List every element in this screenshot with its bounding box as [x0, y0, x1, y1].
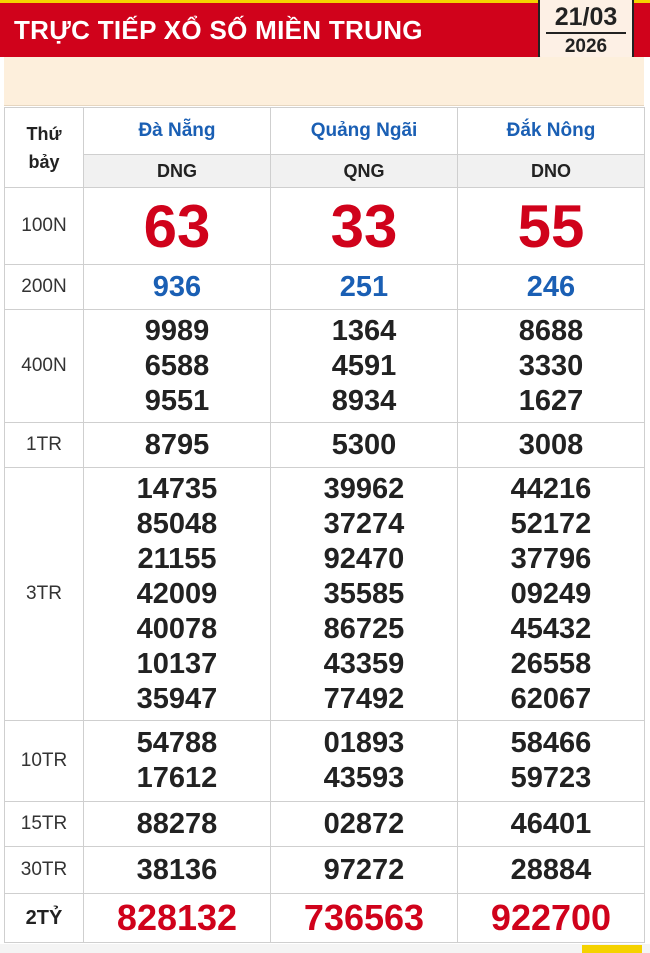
prize-label: 3TR: [5, 468, 84, 721]
province-link-da-nang[interactable]: Đà Nẵng: [84, 108, 271, 155]
province-code: DNO: [458, 155, 645, 188]
prize-number: 8688: [518, 314, 584, 347]
prize-number: 35585: [323, 577, 405, 610]
prize-label: 200N: [5, 265, 84, 310]
prize-number: 01893: [323, 727, 405, 759]
prize-number: 17612: [136, 762, 218, 794]
ad-banner: [4, 57, 644, 106]
prize-label: 10TR: [5, 721, 84, 802]
jackpot-number: 736563: [271, 894, 458, 943]
province-code: DNG: [84, 155, 271, 188]
prize-cell: [84, 468, 271, 721]
prize-number: 38136: [84, 847, 271, 894]
prize-cell: [271, 468, 458, 721]
prize-row-400n: [5, 310, 645, 423]
prize-number: 37796: [510, 542, 592, 575]
prize-cell: [84, 721, 271, 802]
jackpot-number: 922700: [458, 894, 645, 943]
prize-cell: [458, 310, 645, 423]
prize-label: 400N: [5, 310, 84, 423]
prize-row-1tr: [5, 423, 645, 468]
date-year: 2026: [546, 32, 626, 58]
prize-number: 3330: [518, 349, 584, 382]
prize-number: 85048: [136, 507, 218, 540]
day-label-line1: Thứ: [26, 123, 62, 144]
prize-label: 15TR: [5, 802, 84, 847]
prize-number: 39962: [323, 472, 405, 505]
prize-number: 21155: [137, 542, 217, 575]
prize-number: 63: [84, 188, 271, 265]
results-table: [4, 107, 645, 943]
prize-cell: [271, 310, 458, 423]
prize-number: 37274: [323, 507, 405, 540]
prize-number: 33: [271, 188, 458, 265]
prize-row-30tr: [5, 847, 645, 894]
prize-label: 30TR: [5, 847, 84, 894]
day-of-week-cell: [5, 108, 84, 188]
prize-cell: [271, 721, 458, 802]
prize-number: 62067: [510, 682, 592, 715]
prize-number: 02872: [271, 802, 458, 847]
prize-number: 1364: [331, 314, 397, 347]
prize-number: 1627: [518, 384, 584, 417]
prize-label: 100N: [5, 188, 84, 265]
prize-cell: [458, 468, 645, 721]
prize-number: 88278: [84, 802, 271, 847]
prize-number: 45432: [510, 612, 592, 645]
prize-number: 251: [271, 265, 458, 310]
prize-cell: [458, 721, 645, 802]
prize-label: 2TỶ: [5, 894, 84, 943]
prize-number: 8934: [331, 384, 397, 417]
prize-cell: [84, 310, 271, 423]
prize-number: 4591: [331, 349, 397, 382]
prize-number: 8795: [84, 423, 271, 468]
jackpot-number: 828132: [84, 894, 271, 943]
prize-label: 1TR: [5, 423, 84, 468]
prize-number: 35947: [136, 682, 218, 715]
prize-number: 43593: [323, 762, 405, 794]
prize-number: 59723: [510, 762, 592, 794]
bottom-strip: [0, 944, 650, 953]
bottom-accent: [582, 945, 642, 953]
prize-number: 46401: [458, 802, 645, 847]
prize-number: 52172: [510, 507, 592, 540]
date-badge: [538, 0, 634, 64]
province-link-dak-nong[interactable]: Đắk Nông: [458, 108, 645, 155]
prize-number: 92470: [323, 542, 405, 575]
prize-number: 14735: [136, 472, 218, 505]
prize-number: 77492: [323, 682, 405, 715]
day-label-line2: bảy: [28, 151, 60, 172]
date-day-month: 21/03: [554, 3, 618, 31]
prize-row-15tr: [5, 802, 645, 847]
prize-number: 44216: [510, 472, 592, 505]
prize-row-3tr: [5, 468, 645, 721]
prize-number: 6588: [144, 349, 210, 382]
prize-number: 9989: [144, 314, 210, 347]
prize-row-100n: [5, 188, 645, 265]
province-link-quang-ngai[interactable]: Quảng Ngãi: [271, 108, 458, 155]
prize-number: 28884: [458, 847, 645, 894]
province-code: QNG: [271, 155, 458, 188]
prize-number: 86725: [323, 612, 405, 645]
page-title: TRỰC TIẾP XỔ SỐ MIỀN TRUNG: [14, 15, 423, 45]
prize-number: 97272: [271, 847, 458, 894]
prize-number: 10137: [136, 647, 218, 680]
prize-number: 43359: [323, 647, 405, 680]
prize-number: 09249: [510, 577, 592, 610]
prize-number: 42009: [136, 577, 218, 610]
prize-number: 246: [458, 265, 645, 310]
prize-number: 55: [458, 188, 645, 265]
prize-row-2ty: [5, 894, 645, 943]
prize-number: 40078: [136, 612, 218, 645]
prize-number: 936: [84, 265, 271, 310]
prize-row-200n: [5, 265, 645, 310]
prize-number: 5300: [271, 423, 458, 468]
prize-number: 54788: [136, 727, 218, 759]
prize-row-10tr: [5, 721, 645, 802]
prize-number: 9551: [144, 384, 210, 417]
prize-number: 58466: [510, 727, 592, 759]
prize-number: 26558: [510, 647, 592, 680]
prize-number: 3008: [458, 423, 645, 468]
